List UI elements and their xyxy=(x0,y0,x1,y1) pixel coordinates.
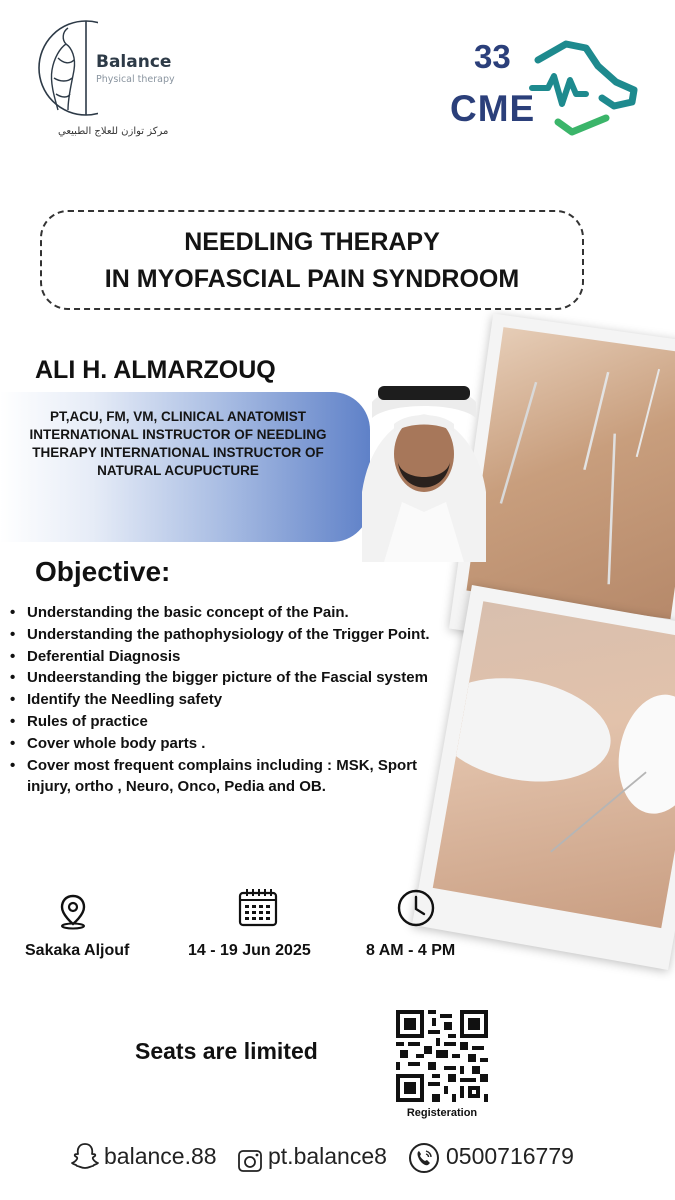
cme-number: 33 xyxy=(474,38,511,75)
objective-item-continuation: injury, ortho , Neuro, Onco, Pedia and OB. xyxy=(27,778,326,796)
objective-heading: Objective: xyxy=(35,556,171,587)
credentials-line: INTERNATIONAL INSTRUCTOR OF NEEDLING xyxy=(29,427,327,442)
objective-item: • Identify the Needling safety xyxy=(10,689,490,711)
objective-item: • Understanding the pathophysiology of the Trigger Point. xyxy=(10,624,490,646)
logo-arabic: مركز توازن للعلاج الطبيعي xyxy=(58,126,169,137)
registration-qr-code[interactable] xyxy=(396,1010,488,1102)
event-location: Sakaka Aljouf xyxy=(25,942,130,959)
phone-icon xyxy=(408,1142,440,1174)
objective-item: • Rules of practice xyxy=(10,711,490,733)
objective-item: • Understanding the basic concept of the Pain. xyxy=(10,602,490,624)
qr-label: Registeration xyxy=(406,1107,478,1119)
location-pin-icon xyxy=(58,894,88,930)
event-dates: 14 - 19 Jun 2025 xyxy=(188,942,311,959)
objective-item: • Cover whole body parts . xyxy=(10,733,490,755)
saudi-map-heartbeat-icon xyxy=(526,38,641,138)
objective-list xyxy=(10,602,490,798)
logo-subtitle: Physical therapy xyxy=(96,74,175,85)
objective-item: • Cover most frequent complains including : MSK, Sport xyxy=(10,755,490,777)
phone-number[interactable]: 0500716779 xyxy=(446,1143,574,1169)
clock-icon xyxy=(396,888,436,928)
calendar-icon xyxy=(238,888,278,928)
credentials-line: THERAPY INTERNATIONAL INSTRUCTOR OF xyxy=(32,445,324,460)
snapchat-handle[interactable]: balance.88 xyxy=(104,1143,217,1169)
cme-label: CME xyxy=(450,88,536,129)
balance-figure-icon xyxy=(38,18,98,118)
course-title-line1: NEEDLING THERAPY xyxy=(184,228,440,256)
snapchat-icon xyxy=(70,1141,100,1171)
speaker-credentials xyxy=(8,408,348,480)
objective-item: • Deferential Diagnosis xyxy=(10,646,490,668)
credentials-line: PT,ACU, FM, VM, CLINICAL ANATOMIST xyxy=(50,409,306,424)
title-box xyxy=(40,210,584,310)
cme-badge xyxy=(448,34,648,134)
event-time: 8 AM - 4 PM xyxy=(366,942,456,959)
instagram-handle[interactable]: pt.balance8 xyxy=(268,1143,387,1169)
course-title-line2: IN MYOFASCIAL PAIN SYNDROOM xyxy=(104,265,520,293)
objective-item: • Undeerstanding the bigger picture of the Fascial system xyxy=(10,667,490,689)
speaker-name: ALI H. ALMARZOUQ xyxy=(35,356,276,384)
instagram-icon xyxy=(236,1148,264,1174)
logo-name: Balance xyxy=(96,52,172,72)
balance-logo xyxy=(38,18,198,143)
speaker-portrait xyxy=(358,372,490,562)
seats-limited-text: Seats are limited xyxy=(135,1038,318,1064)
credentials-line: NATURAL ACUPUCTURE xyxy=(97,463,259,478)
